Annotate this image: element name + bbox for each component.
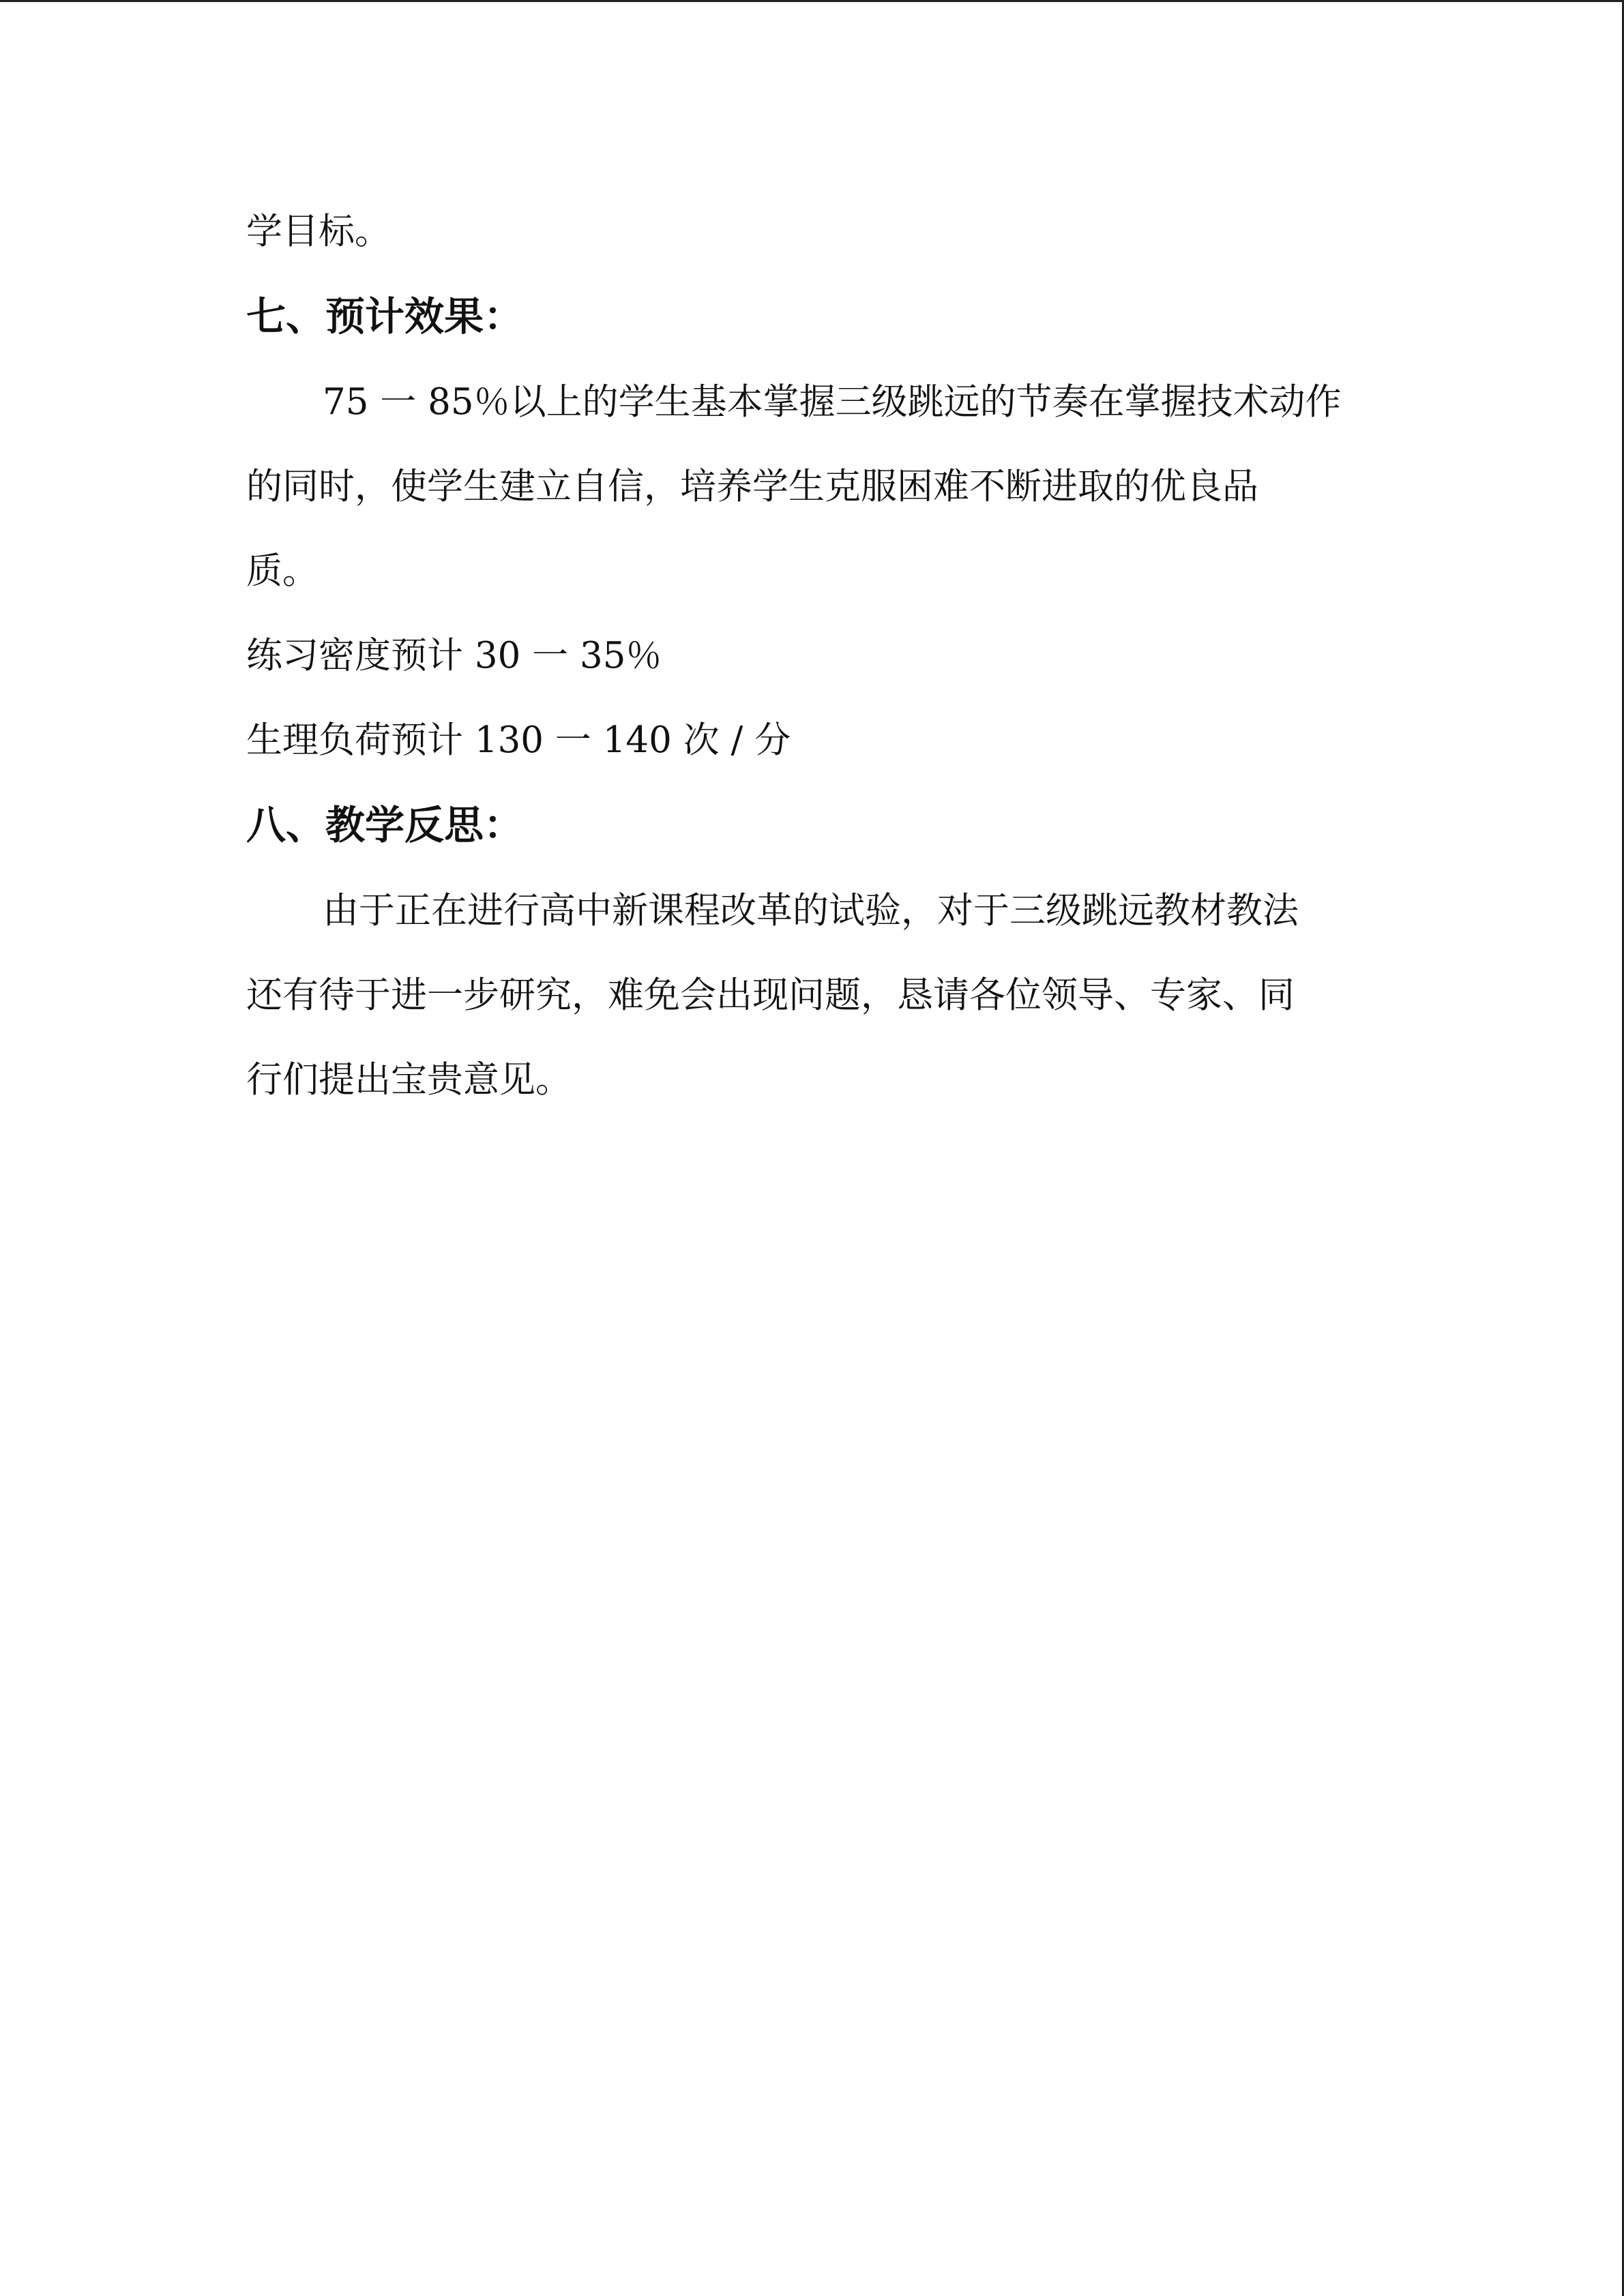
paragraph-continuation: 学目标。 bbox=[246, 211, 391, 252]
paragraph-line: 75 一 85％以上的学生基本掌握三级跳远的节奏在掌握技术动作 bbox=[323, 381, 1342, 423]
paragraph-line: 由于正在进行高中新课程改革的试验，对于三级跳远教材教法 bbox=[323, 890, 1299, 931]
practice-density-line: 练习密度预计 30 一 35％ bbox=[246, 635, 662, 676]
paragraph-line: 行们提出宝贵意见。 bbox=[246, 1059, 572, 1101]
page-content bbox=[246, 210, 1406, 1143]
physiological-load-line: 生理负荷预计 130 一 140 次 / 分 bbox=[246, 719, 791, 761]
paragraph-line: 质。 bbox=[246, 550, 319, 592]
paragraph-line: 的同时，使学生建立自信，培养学生克服困难不断进取的优良品 bbox=[246, 466, 1258, 507]
section-heading-expected-effect: 七、预计效果： bbox=[246, 293, 524, 340]
paragraph-line: 还有待于进一步研究，难免会出现问题，恳请各位领导、专家、同 bbox=[246, 974, 1295, 1016]
section-heading-teaching-reflection: 八、教学反思： bbox=[246, 802, 524, 848]
